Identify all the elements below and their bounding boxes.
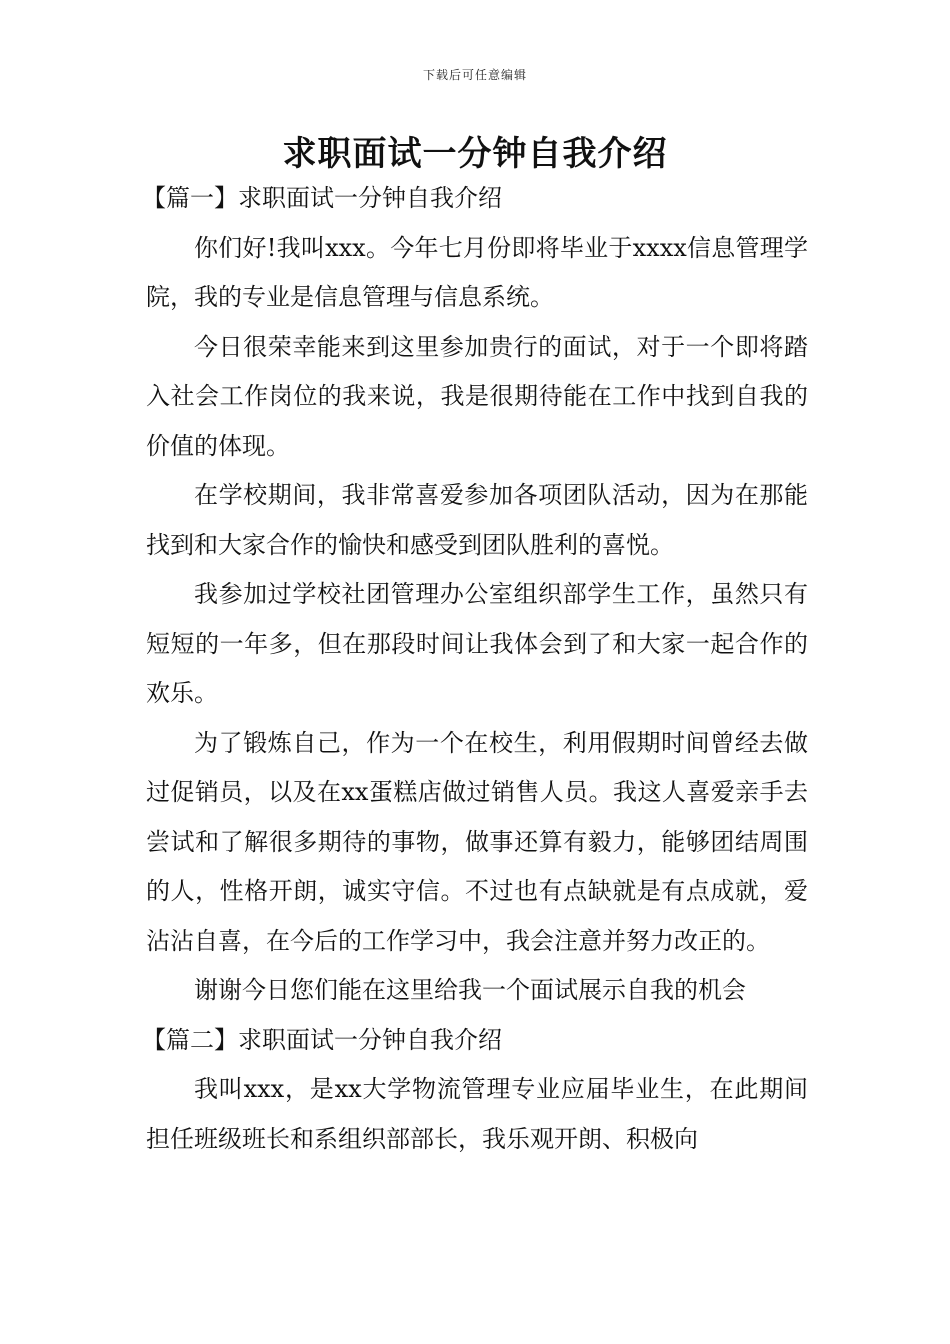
paragraph-1-6: 谢谢今日您们能在这里给我一个面试展示自我的机会 xyxy=(194,976,746,1004)
paragraph-1-1: 你们好!我叫xxx。今年七月份即将毕业于xxxx信息管理学院，我的专业是信息管理与信息系统。 xyxy=(146,233,808,311)
document-body xyxy=(142,174,808,1164)
paragraph-1-2: 今日很荣幸能来到这里参加贵行的面试，对于一个即将踏入社会工作岗位的我来说，我是很期待能在工作中找到自我的价值的体现。 xyxy=(146,332,808,460)
paragraph-1-3: 在学校期间，我非常喜爱参加各项团队活动，因为在那能找到和大家合作的愉快和感受到团队胜利的喜悦。 xyxy=(146,481,808,559)
header-note: 下载后可任意编辑 xyxy=(422,68,527,82)
document-title: 求职面试一分钟自我介绍 xyxy=(282,134,668,174)
section-heading-1: 【篇一】求职面试一分钟自我介绍 xyxy=(142,184,502,212)
paragraph-1-4: 我参加过学校社团管理办公室组织部学生工作，虽然只有短短的一年多，但在那段时间让我体会到了和大家一起合作的欢乐。 xyxy=(146,580,808,707)
paragraph-1-5: 为了锻炼自己，作为一个在校生，利用假期时间曾经去做过促销员，以及在xx蛋糕店做过销售人员。我这人喜爱亲手去尝试和了解很多期待的事物，做事还算有毅力，能够团结周围的人，性格开朗，诚实守信。不过也有点缺就是有点成就，爱沾沾自喜，在今后的工作学习中，我会注意并努力改正的。 xyxy=(146,728,808,955)
paragraph-2-1: 我叫xxx，是xx大学物流管理专业应届毕业生，在此期间担任班级班长和系组织部部长，我乐观开朗、积极向 xyxy=(146,1075,808,1153)
section-heading-2: 【篇二】求职面试一分钟自我介绍 xyxy=(142,1025,502,1054)
